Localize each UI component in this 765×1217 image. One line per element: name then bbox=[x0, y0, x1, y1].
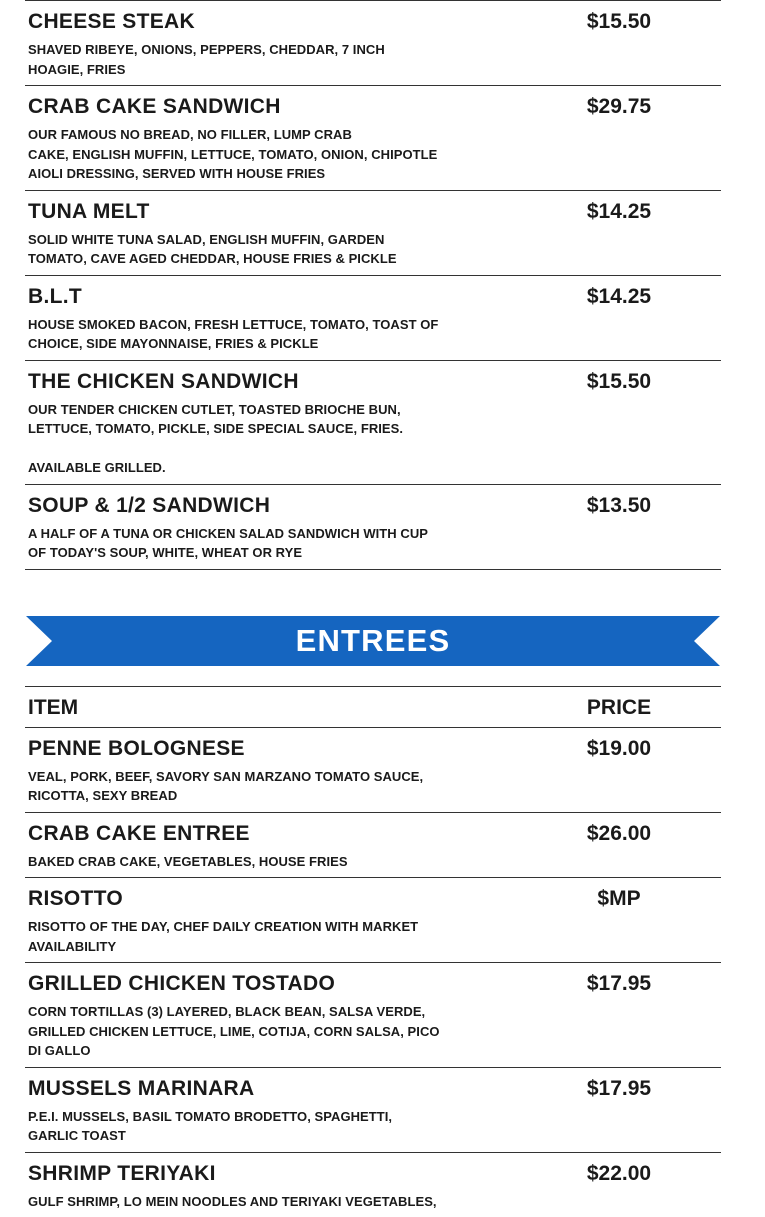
item-description-line: GULF SHRIMP, LO MEIN NOODLES AND TERIYAKI VEGETABLES, bbox=[28, 1192, 448, 1212]
menu-item bbox=[25, 812, 721, 878]
menu-item-details bbox=[25, 736, 448, 806]
menu-item-details bbox=[25, 886, 448, 956]
menu-item bbox=[25, 484, 721, 569]
item-description-line: AVAILABILITY bbox=[28, 937, 448, 957]
menu-item-details bbox=[25, 9, 448, 79]
item-description-line: CORN TORTILLAS (3) LAYERED, BLACK BEAN, SALSA VERDE, bbox=[28, 1002, 448, 1022]
entree-list bbox=[25, 727, 721, 1217]
item-price: $26.00 bbox=[559, 821, 679, 872]
item-price: $17.95 bbox=[559, 1076, 679, 1146]
item-price: $15.50 bbox=[559, 9, 679, 79]
item-description-line: AVAILABLE GRILLED. bbox=[28, 458, 448, 478]
item-description-line: OUR TENDER CHICKEN CUTLET, TOASTED BRIOCHE BUN, bbox=[28, 400, 448, 420]
item-description-line: DI GALLO bbox=[28, 1041, 448, 1061]
item-description-line: GRILLED CHICKEN LETTUCE, LIME, COTIJA, CORN SALSA, PICO bbox=[28, 1022, 448, 1042]
item-price: $14.25 bbox=[559, 199, 679, 269]
item-price: $13.50 bbox=[559, 493, 679, 563]
menu-item bbox=[25, 275, 721, 360]
item-price: $15.50 bbox=[559, 369, 679, 478]
column-header-price: PRICE bbox=[559, 696, 679, 720]
item-description-line: CHOICE, SIDE MAYONNAISE, FRIES & PICKLE bbox=[28, 334, 448, 354]
item-name: THE CHICKEN SANDWICH bbox=[28, 369, 448, 395]
divider bbox=[25, 569, 721, 570]
item-description-line: TOMATO, CAVE AGED CHEDDAR, HOUSE FRIES & PICKLE bbox=[28, 249, 448, 269]
item-description-line: A HALF OF A TUNA OR CHICKEN SALAD SANDWICH WITH CUP bbox=[28, 524, 448, 544]
menu-item bbox=[25, 877, 721, 962]
item-description-line: BAKED CRAB CAKE, VEGETABLES, HOUSE FRIES bbox=[28, 852, 448, 872]
menu-item bbox=[25, 962, 721, 1067]
section-title: ENTREES bbox=[26, 616, 720, 666]
item-description-line: HOAGIE, FRIES bbox=[28, 60, 448, 80]
menu-item-details bbox=[25, 1076, 448, 1146]
section-banner bbox=[26, 616, 720, 666]
item-name: B.L.T bbox=[28, 284, 448, 310]
item-name: SOUP & 1/2 SANDWICH bbox=[28, 493, 448, 519]
item-price: $14.25 bbox=[559, 284, 679, 354]
item-price: $19.00 bbox=[559, 736, 679, 806]
menu-content bbox=[25, 0, 721, 1217]
item-description-line: SHAVED RIBEYE, ONIONS, PEPPERS, CHEDDAR, 7 INCH bbox=[28, 40, 448, 60]
item-description-line: RICOTTA, SEXY BREAD bbox=[28, 786, 448, 806]
item-name: GRILLED CHICKEN TOSTADO bbox=[28, 971, 448, 997]
item-name: SHRIMP TERIYAKI bbox=[28, 1161, 448, 1187]
item-description-line: LETTUCE, TOMATO, PICKLE, SIDE SPECIAL SAUCE, FRIES. bbox=[28, 419, 448, 439]
item-description-line: CAKE, ENGLISH MUFFIN, LETTUCE, TOMATO, ONION, CHIPOTLE bbox=[28, 145, 448, 165]
item-description-line: GARLIC TOAST bbox=[28, 1126, 448, 1146]
item-price: $17.95 bbox=[559, 971, 679, 1061]
menu-item-details bbox=[25, 493, 448, 563]
item-price: $MP bbox=[559, 886, 679, 956]
menu-item bbox=[25, 1067, 721, 1152]
item-description-line: P.E.I. MUSSELS, BASIL TOMATO BRODETTO, SPAGHETTI, bbox=[28, 1107, 448, 1127]
item-name: PENNE BOLOGNESE bbox=[28, 736, 448, 762]
item-description-line: OUR FAMOUS NO BREAD, NO FILLER, LUMP CRAB bbox=[28, 125, 448, 145]
menu-item-details bbox=[25, 94, 448, 184]
menu-item-details bbox=[25, 1161, 448, 1212]
item-description-line: RISOTTO OF THE DAY, CHEF DAILY CREATION WITH MARKET bbox=[28, 917, 448, 937]
menu-item-details bbox=[25, 971, 448, 1061]
table-header bbox=[25, 686, 721, 727]
menu-item-details bbox=[25, 821, 448, 872]
menu-item-details bbox=[25, 199, 448, 269]
menu-item bbox=[25, 190, 721, 275]
item-description-line bbox=[28, 439, 448, 459]
item-name: CHEESE STEAK bbox=[28, 9, 448, 35]
item-description-line: VEAL, PORK, BEEF, SAVORY SAN MARZANO TOMATO SAUCE, bbox=[28, 767, 448, 787]
menu-item bbox=[25, 727, 721, 812]
menu-item bbox=[25, 360, 721, 484]
menu-item-details bbox=[25, 369, 448, 478]
sandwich-list bbox=[25, 0, 721, 569]
item-name: TUNA MELT bbox=[28, 199, 448, 225]
menu-item-details bbox=[25, 284, 448, 354]
menu-item bbox=[25, 0, 721, 85]
column-header-item: ITEM bbox=[25, 696, 78, 720]
item-price: $22.00 bbox=[559, 1161, 679, 1212]
item-description-line: SOLID WHITE TUNA SALAD, ENGLISH MUFFIN, GARDEN bbox=[28, 230, 448, 250]
menu-item bbox=[25, 85, 721, 190]
item-description-line: OF TODAY'S SOUP, WHITE, WHEAT OR RYE bbox=[28, 543, 448, 563]
item-description-line: AIOLI DRESSING, SERVED WITH HOUSE FRIES bbox=[28, 164, 448, 184]
menu-item bbox=[25, 1152, 721, 1217]
item-price: $29.75 bbox=[559, 94, 679, 184]
item-name: MUSSELS MARINARA bbox=[28, 1076, 448, 1102]
item-name: CRAB CAKE ENTREE bbox=[28, 821, 448, 847]
item-name: RISOTTO bbox=[28, 886, 448, 912]
item-name: CRAB CAKE SANDWICH bbox=[28, 94, 448, 120]
item-description-line: HOUSE SMOKED BACON, FRESH LETTUCE, TOMATO, TOAST OF bbox=[28, 315, 448, 335]
